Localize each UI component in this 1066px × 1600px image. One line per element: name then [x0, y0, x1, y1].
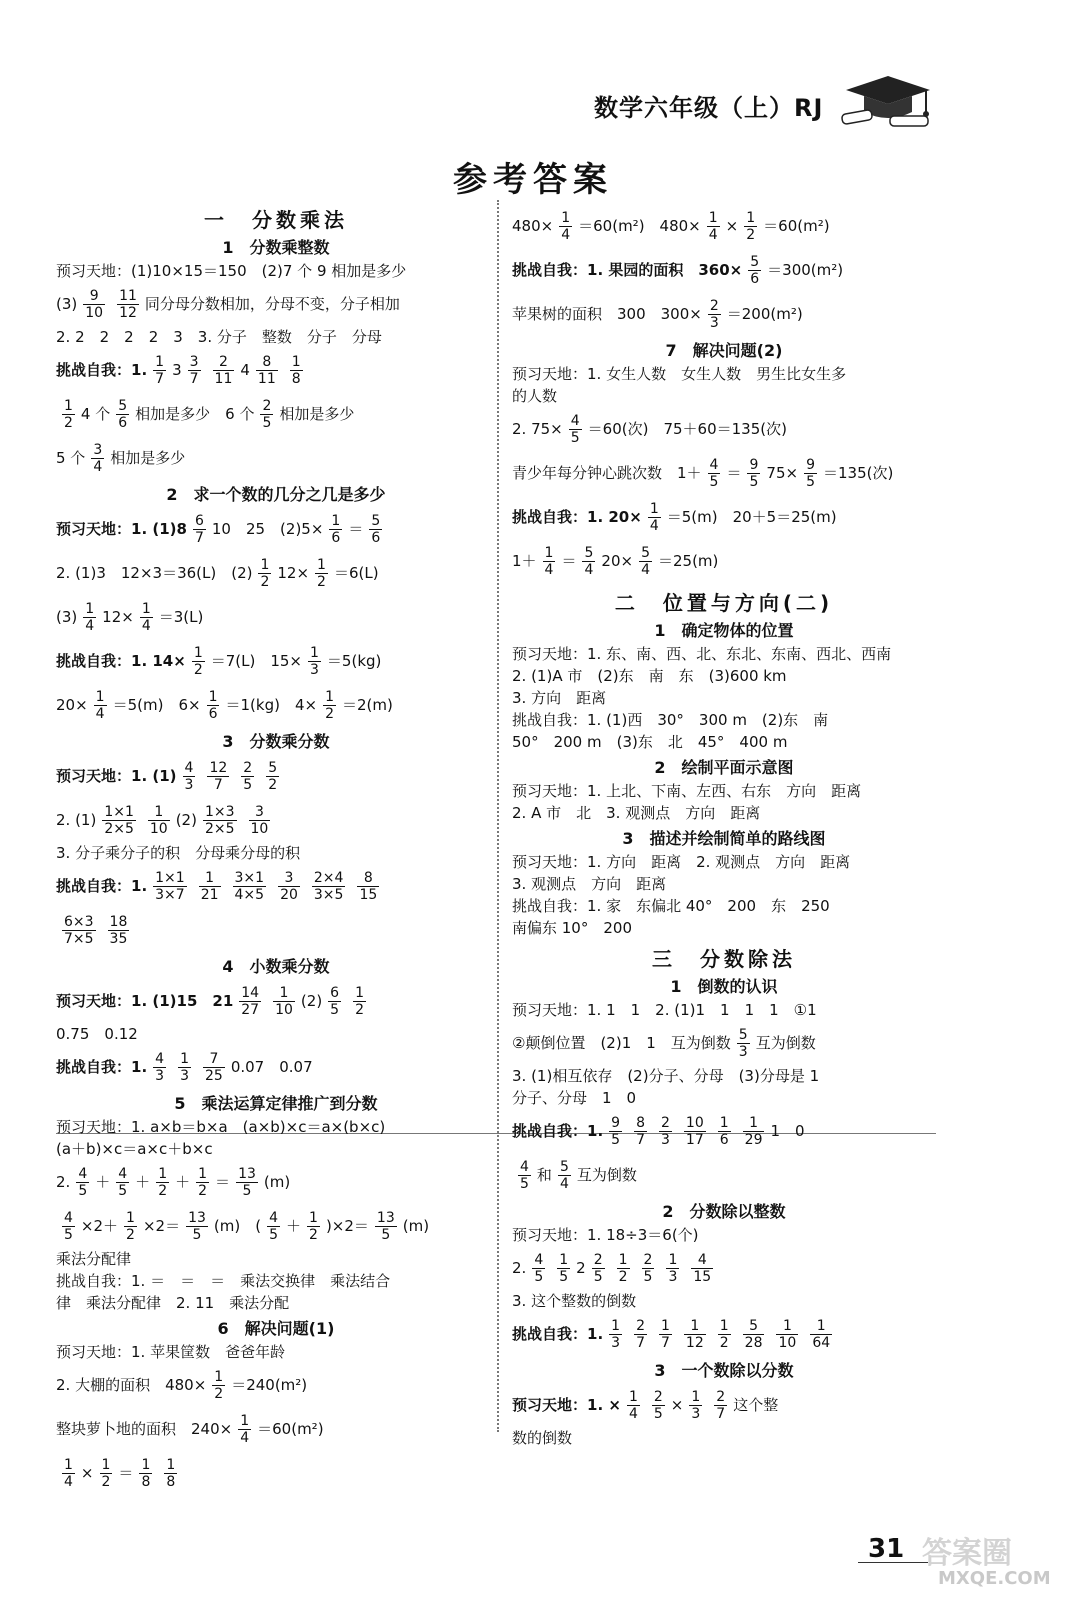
answer-line: 挑战自我：1. 家 东偏北 40° 200 东 250	[512, 897, 830, 915]
answer-line: 3. 观测点 方向 距离	[512, 875, 667, 893]
section-title: 6 解决问题(1)	[217, 1319, 335, 1338]
answer-line: 2. (1)A 市 (2)东 南 东 (3)600 km	[512, 667, 787, 685]
answer-line: 2. 2 2 2 2 3 3. 分子 整数 分子 分母	[56, 328, 382, 346]
answer-line: 苹果树的面积 300 300× $\frac{2}{3}$ ＝200(m²)	[512, 298, 803, 331]
unit-title: 二 位置与方向(二)	[614, 591, 834, 615]
section-title: 1 确定物体的位置	[654, 621, 794, 640]
answer-line: (a＋b)×c＝a×c＋b×c	[56, 1140, 213, 1158]
answer-line: 整块萝卜地的面积 240× $\frac{1}{4}$ ＝60(m²)	[56, 1413, 324, 1446]
answer-line: 预习天地：1. (1)8 $\frac{6}{7}$ 10 25 (2)5× $\frac{1}{6}$ ＝ $\frac{5}{6}$	[56, 513, 381, 546]
answer-line: 预习天地：1. a×b＝b×a (a×b)×c＝a×(b×c)	[56, 1118, 386, 1136]
answer-line: $\frac{1}{2}$ 4 个 $\frac{5}{6}$ 相加是多少 6 个 $\frac{2}{5}$ 相加是多少	[64, 398, 355, 431]
section-title: 1 分数乘整数	[222, 238, 330, 257]
answer-line: 挑战自我：1. $\frac{1}{3}$ $\frac{2}{7}$ $\frac{1}{7}$ $\frac{1}{12}$ $\frac{1}{2}$ $\frac{5}{28}$ $\frac{1}{10}$ $\frac{1}{64}$	[512, 1318, 831, 1351]
page-title: 参考答案	[453, 160, 613, 200]
answer-line: 2. 大棚的面积 480× $\frac{1}{2}$ ＝240(m²)	[56, 1369, 308, 1402]
answer-line: 挑战自我：1. 20× $\frac{1}{4}$ ＝5(m) 20＋5＝25(m)	[512, 501, 837, 534]
answer-line: 预习天地：1. (1) $\frac{4}{3}$ $\frac{12}{7}$ $\frac{2}{5}$ $\frac{5}{2}$	[56, 760, 278, 793]
section-title: 7 解决问题(2)	[665, 341, 783, 360]
answer-line: 预习天地：1. 18÷3＝6(个)	[512, 1226, 699, 1244]
answer-line: 2. (1)3 12×3＝36(L) (2) $\frac{1}{2}$ 12× $\frac{1}{2}$ ＝6(L)	[56, 557, 379, 590]
answer-line: 挑战自我：1. $\frac{9}{5}$ $\frac{8}{7}$ $\frac{2}{3}$ $\frac{10}{17}$ $\frac{1}{6}$ $\frac{1}{29}$ 1 0	[512, 1115, 805, 1148]
watermark-url: MXQE.COM	[938, 1568, 1051, 1589]
page-number: 31	[868, 1534, 905, 1564]
answer-line: (3) $\frac{1}{4}$ 12× $\frac{1}{4}$ ＝3(L)	[56, 601, 204, 634]
section-title: 1 倒数的认识	[670, 977, 778, 996]
watermark-logo: 答案圈	[922, 1536, 1012, 1571]
answer-line: 挑战自我：1. (1)西 30° 300 m (2)东 南	[512, 711, 829, 729]
answer-line: $\frac{4}{5}$ 和 $\frac{5}{4}$ 互为倒数	[520, 1159, 637, 1192]
answer-line: 0.75 0.12	[56, 1025, 138, 1043]
answer-line: 1＋ $\frac{1}{4}$ ＝ $\frac{5}{4}$ 20× $\frac{5}{4}$ ＝25(m)	[512, 545, 719, 578]
right-column	[512, 204, 936, 1449]
section-title: 3 描述并绘制简单的路线图	[622, 829, 826, 848]
section-title: 3 一个数除以分数	[654, 1361, 794, 1380]
answer-line: 20× $\frac{1}{4}$ ＝5(m) 6× $\frac{1}{6}$ ＝1(kg) 4× $\frac{1}{2}$ ＝2(m)	[56, 689, 393, 722]
answer-line: 挑战自我：1. $\frac{1\times 1}{3\times 7}$ $\frac{1}{21}$ $\frac{3\times 1}{4\times 5}$ $\frac{3}{20}$ $\frac{2\times 4}{3\times 5}$ $\frac{8}{15}$	[56, 870, 378, 903]
answer-line: 律 乘法分配律 2. 11 乘法分配	[56, 1294, 290, 1312]
answer-line: 挑战自我：1. ＝ ＝ ＝ 乘法交换律 乘法结合	[56, 1272, 391, 1290]
answer-line: 挑战自我：1. $\frac{4}{3}$ $\frac{1}{3}$ $\frac{7}{25}$ 0.07 0.07	[56, 1051, 313, 1084]
section-title: 4 小数乘分数	[222, 957, 330, 976]
answer-line: 5 个 $\frac{3}{4}$ 相加是多少	[56, 442, 186, 475]
unit-title: 一 分数乘法	[204, 208, 348, 232]
book-title: 数学六年级（上）RJ	[594, 94, 824, 122]
column-divider	[497, 200, 499, 1432]
answer-line: 预习天地：1. (1)15 21 $\frac{14}{27}$ $\frac{1}{10}$ (2) $\frac{6}{5}$ $\frac{1}{2}$	[56, 985, 365, 1018]
answer-line: $\frac{4}{5}$ ×2＋ $\frac{1}{2}$ ×2＝ $\frac{13}{5}$ (m) ( $\frac{4}{5}$ ＋ $\frac{1}{2}$ )×2＝ $\frac{13}{5}$ (m)	[64, 1210, 430, 1243]
answer-line: 的人数	[512, 387, 558, 405]
answer-line: 预习天地：1. × $\frac{1}{4}$ $\frac{2}{5}$ × $\frac{1}{3}$ $\frac{2}{7}$ 这个整	[512, 1389, 779, 1422]
answer-line: 480× $\frac{1}{4}$ ＝60(m²) 480× $\frac{1}{4}$ × $\frac{1}{2}$ ＝60(m²)	[512, 210, 830, 243]
answer-line: $\frac{1}{4}$ × $\frac{1}{2}$ ＝ $\frac{1}{8}$ $\frac{1}{8}$	[64, 1457, 176, 1490]
answer-line: 挑战自我：1. 14× $\frac{1}{2}$ ＝7(L) 15× $\frac{1}{3}$ ＝5(kg)	[56, 645, 382, 678]
answer-line: 预习天地：1. 1 1 2. (1)1 1 1 1 ①1	[512, 1001, 817, 1019]
answer-line: 50° 200 m (3)东 北 45° 400 m	[512, 733, 788, 751]
answer-line: 3. 方向 距离	[512, 689, 607, 707]
answer-line: 3. 这个整数的倒数	[512, 1292, 637, 1310]
answer-line: ②颠倒位置 (2)1 1 互为倒数 $\frac{5}{3}$ 互为倒数	[512, 1027, 816, 1060]
section-title: 5 乘法运算定律推广到分数	[174, 1094, 378, 1113]
answer-line: 2. $\frac{4}{5}$ ＋ $\frac{4}{5}$ ＋ $\frac{1}{2}$ ＋ $\frac{1}{2}$ ＝ $\frac{13}{5}$ (m)	[56, 1166, 291, 1199]
answer-line: 挑战自我：1. 果园的面积 360× $\frac{5}{6}$ ＝300(m²)	[512, 254, 844, 287]
section-title: 2 绘制平面示意图	[654, 758, 794, 777]
section-title: 2 分数除以整数	[662, 1202, 786, 1221]
answer-line: 预习天地：(1)10×15＝150 (2)7 个 9 相加是多少	[56, 262, 407, 280]
answer-line: 2. A 市 北 3. 观测点 方向 距离	[512, 804, 761, 822]
answer-line: 青少年每分钟心跳次数 1＋ $\frac{4}{5}$ ＝ $\frac{9}{5}$ 75× $\frac{9}{5}$ ＝135(次)	[512, 457, 894, 490]
unit-title: 三 分数除法	[652, 947, 796, 971]
answer-line: 数的倒数	[512, 1429, 573, 1447]
answer-line: 挑战自我：1. $\frac{1}{7}$ 3 $\frac{3}{7}$ $\frac{2}{11}$ 4 $\frac{8}{11}$ $\frac{1}{8}$	[56, 354, 301, 387]
answer-line: 2. (1) $\frac{1\times 1}{2\times 5}$ $\frac{1}{10}$ (2) $\frac{1\times 3}{2\times 5}$ $\frac{3}{10}$	[56, 804, 269, 837]
answer-line: 南偏东 10° 200	[512, 919, 632, 937]
answer-line: 预习天地：1. 苹果筐数 爸爸年龄	[56, 1343, 286, 1361]
page-number-rule	[858, 1562, 928, 1563]
answer-line: (3) $\frac{9}{10}$ $\frac{11}{12}$ 同分母分数相加，分母不变，分子相加	[56, 288, 400, 321]
answer-line: 预习天地：1. 上北、下南、左西、右东 方向 距离	[512, 782, 862, 800]
answer-line: $\frac{6\times 3}{7\times 5}$ $\frac{18}{35}$	[64, 914, 128, 947]
answer-line: 2. $\frac{4}{5}$ $\frac{1}{5}$ 2 $\frac{2}{5}$ $\frac{1}{2}$ $\frac{2}{5}$ $\frac{1}{3}$ $\frac{4}{15}$	[512, 1252, 712, 1285]
answer-line: 分子、分母 1 0	[512, 1089, 637, 1107]
left-column	[56, 200, 496, 1495]
section-title: 2 求一个数的几分之几是多少	[166, 485, 386, 504]
answer-line: 预习天地：1. 方向 距离 2. 观测点 方向 距离	[512, 853, 851, 871]
answer-line: 2. 75× $\frac{4}{5}$ ＝60(次) 75＋60＝135(次)	[512, 413, 787, 446]
graduation-cap-icon	[838, 72, 934, 132]
answer-line: 乘法分配律	[56, 1250, 132, 1268]
answer-line: 预习天地：1. 女生人数 女生人数 男生比女生多	[512, 365, 847, 383]
answer-line: 3. (1)相互依存 (2)分子、分母 (3)分母是 1	[512, 1067, 820, 1085]
answer-line: 预习天地：1. 东、南、西、北、东北、东南、西北、西南	[512, 645, 892, 663]
answer-line: 3. 分子乘分子的积 分母乘分母的积	[56, 844, 301, 862]
section-title: 3 分数乘分数	[222, 732, 330, 751]
